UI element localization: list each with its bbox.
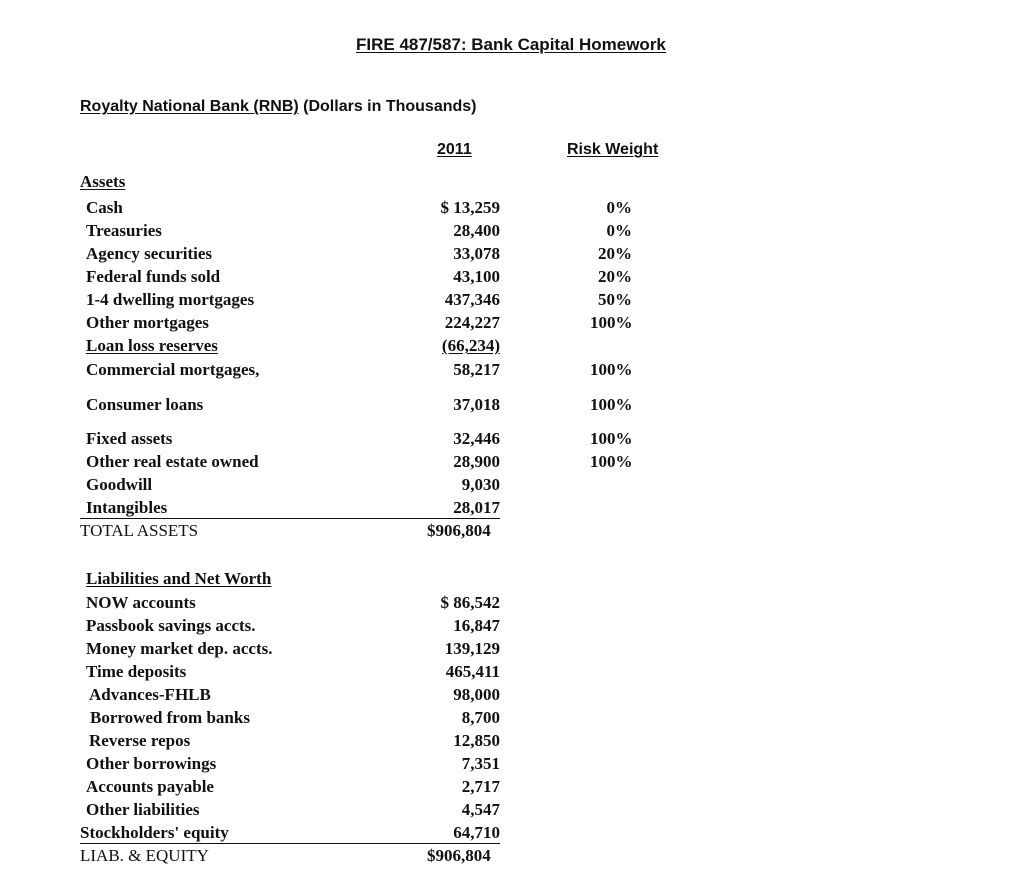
liability-row — [0, 731, 700, 753]
asset-label: Cash — [86, 198, 123, 217]
asset-row — [0, 475, 700, 497]
liability-amount: 12,850 — [453, 731, 500, 750]
liability-label: Advances-FHLB — [89, 685, 211, 704]
asset-row — [0, 313, 700, 335]
liability-label: Reverse repos — [89, 731, 191, 750]
liability-amount: $ 86,542 — [440, 593, 500, 612]
asset-risk-weight: 20% — [598, 267, 632, 286]
asset-label: Intangibles — [86, 498, 168, 517]
liability-label: Other borrowings — [86, 754, 217, 773]
liability-row — [0, 777, 700, 799]
liability-row — [0, 800, 700, 822]
asset-row — [0, 395, 700, 417]
liability-label: Borrowed from banks — [90, 708, 250, 727]
bank-heading — [80, 98, 477, 116]
asset-amount: 437,346 — [444, 290, 500, 309]
asset-amount: 58,217 — [453, 360, 500, 379]
asset-row — [0, 498, 700, 520]
asset-label: Treasuries — [86, 221, 162, 240]
liability-label: Accounts payable — [86, 777, 214, 796]
liability-amount: 465,411 — [445, 662, 500, 681]
liability-amount: 4,547 — [461, 800, 500, 819]
asset-row — [0, 267, 700, 289]
asset-risk-weight: 100% — [590, 452, 633, 471]
asset-amount: 28,017 — [453, 498, 500, 517]
asset-label: Commercial mortgages, — [86, 360, 260, 379]
liability-label: Money market dep. accts. — [86, 639, 273, 658]
asset-amount: (66,234) — [441, 336, 500, 355]
asset-label: 1-4 dwelling mortgages — [86, 290, 255, 309]
asset-row — [0, 452, 700, 474]
page-title: FIRE 487/587: Bank Capital Homework — [356, 35, 666, 54]
asset-label: Other real estate owned — [86, 452, 259, 471]
asset-risk-weight: 100% — [590, 395, 633, 414]
liability-label: Time deposits — [86, 662, 187, 681]
asset-amount: 28,900 — [453, 452, 500, 471]
liability-amount: 64,710 — [453, 823, 500, 842]
liability-row — [0, 708, 700, 730]
asset-amount: 43,100 — [453, 267, 500, 286]
asset-amount: 224,227 — [444, 313, 500, 332]
asset-row — [0, 290, 700, 312]
asset-row — [0, 198, 700, 220]
asset-row — [0, 336, 700, 358]
liability-row — [0, 754, 700, 776]
liability-row — [0, 662, 700, 684]
total-liab-equity-label: LIAB. & EQUITY — [80, 846, 209, 865]
asset-row — [0, 221, 700, 243]
total-liab-equity-amount: $906,804 — [427, 846, 491, 865]
total-assets-amount: $906,804 — [427, 521, 491, 540]
asset-amount: $ 13,259 — [440, 198, 500, 217]
bank-name: Royalty National Bank (RNB) — [80, 98, 299, 115]
asset-amount: 37,018 — [453, 395, 500, 414]
asset-risk-weight: 20% — [598, 244, 632, 263]
liabilities-total-rule — [80, 843, 500, 844]
asset-label: Other mortgages — [86, 313, 209, 332]
liability-row — [0, 685, 700, 707]
liability-row — [0, 639, 700, 661]
asset-label: Fixed assets — [86, 429, 173, 448]
liability-row — [0, 593, 700, 615]
asset-row — [0, 244, 700, 266]
asset-risk-weight: 0% — [606, 221, 632, 240]
liability-label: NOW accounts — [86, 593, 196, 612]
asset-amount: 28,400 — [453, 221, 500, 240]
liability-label: Stockholders' equity — [80, 823, 229, 842]
assets-heading: Assets — [80, 172, 126, 191]
asset-risk-weight: 100% — [590, 429, 633, 448]
liability-amount: 16,847 — [453, 616, 500, 635]
asset-label: Federal funds sold — [86, 267, 221, 286]
asset-label: Goodwill — [86, 475, 153, 494]
liabilities-heading: Liabilities and Net Worth — [86, 569, 272, 588]
liability-label: Other liabilities — [86, 800, 200, 819]
liability-amount: 2,717 — [461, 777, 500, 796]
asset-risk-weight: 0% — [606, 198, 632, 217]
asset-risk-weight: 100% — [590, 360, 633, 379]
asset-label: Loan loss reserves — [86, 336, 218, 355]
bank-units: (Dollars in Thousands) — [298, 98, 477, 115]
assets-total-rule — [80, 518, 500, 519]
asset-risk-weight: 100% — [590, 313, 633, 332]
asset-risk-weight: 50% — [598, 290, 632, 309]
asset-label: Consumer loans — [86, 395, 204, 414]
liability-amount: 7,351 — [461, 754, 500, 773]
liability-amount: 98,000 — [453, 685, 500, 704]
column-header-year: 2011 — [437, 141, 472, 158]
liability-amount: 139,129 — [444, 639, 500, 658]
asset-row — [0, 360, 700, 382]
liability-label: Passbook savings accts. — [86, 616, 256, 635]
asset-row — [0, 429, 700, 451]
asset-label: Agency securities — [86, 244, 213, 263]
liability-amount: 8,700 — [461, 708, 500, 727]
total-assets-label: TOTAL ASSETS — [80, 521, 199, 540]
asset-amount: 33,078 — [453, 244, 500, 263]
asset-amount: 32,446 — [453, 429, 500, 448]
liability-row — [0, 823, 700, 845]
liability-row — [0, 616, 700, 638]
column-header-risk-weight: Risk Weight — [567, 141, 659, 158]
asset-amount: 9,030 — [461, 475, 500, 494]
